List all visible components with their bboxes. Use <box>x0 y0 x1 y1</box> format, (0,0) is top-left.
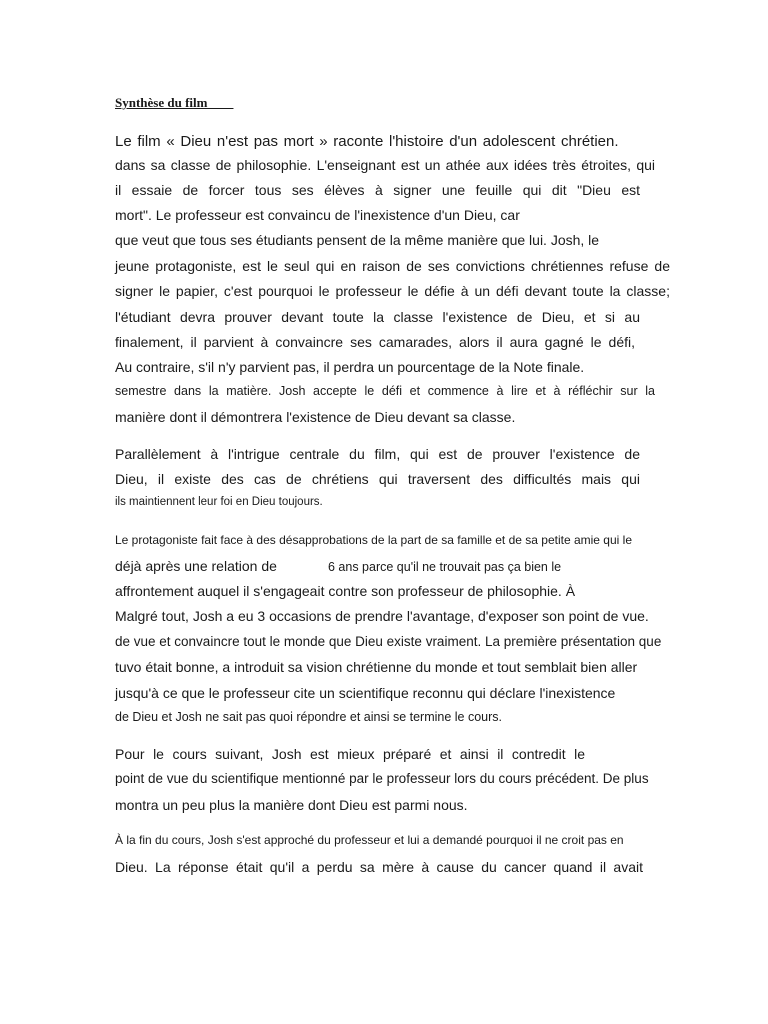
paragraph-line: finalement, il parvient à convaincre ses camarades, alors il aura gagné le défi, <box>115 334 635 350</box>
paragraph-line: Malgré tout, Josh a eu 3 occasions de prendre l'avantage, d'exposer son point de vue. <box>115 608 649 624</box>
paragraph-line: Dieu. La réponse était qu'il a perdu sa mère à cause du cancer quand il avait <box>115 859 643 875</box>
paragraph-line: mort". Le professeur est convaincu de l'inexistence d'un Dieu, car <box>115 207 520 223</box>
paragraph-line: semestre dans la matière. Josh accepte le défi et commence à lire et à réfléchir sur la <box>115 384 655 398</box>
paragraph-line: jeune protagoniste, est le seul qui en raison de ses convictions chrétiennes refuse de <box>115 258 670 274</box>
paragraph-line: affrontement auquel il s'engageait contre son professeur de philosophie. À <box>115 583 576 599</box>
paragraph-line: manière dont il démontrera l'existence de Dieu devant sa classe. <box>115 409 516 425</box>
document-title: Synthèse du film <box>115 95 234 110</box>
paragraph-line: de vue et convaincre tout le monde que Dieu existe vraiment. La première présentation que <box>115 634 662 649</box>
paragraph-line: montra un peu plus la manière dont Dieu est parmi nous. <box>115 797 468 813</box>
paragraph-line: Le film « Dieu n'est pas mort » raconte l'histoire d'un adolescent chrétien. <box>115 133 619 150</box>
paragraph-line: de Dieu et Josh ne sait pas quoi répondre et ainsi se termine le cours. <box>115 710 503 724</box>
paragraph-line: Parallèlement à l'intrigue centrale du film, qui est de prouver l'existence de <box>115 446 640 462</box>
paragraph-line: Le protagoniste fait face à des désapprobations de la part de sa famille et de sa petite amie qui le <box>115 533 632 547</box>
paragraph-line: 6 ans parce qu'il ne trouvait pas ça bien le <box>328 560 562 574</box>
paragraph-line: dans sa classe de philosophie. L'enseignant est un athée aux idées très étroites, qui <box>115 157 655 173</box>
paragraph-line: Dieu, il existe des cas de chrétiens qui traversent des difficultés mais qui <box>115 471 640 487</box>
paragraph-line: il essaie de forcer tous ses élèves à signer une feuille qui dit "Dieu est <box>115 182 640 198</box>
paragraph-line: tuvo était bonne, a introduit sa vision chrétienne du monde et tout semblait bien aller <box>115 659 638 675</box>
paragraph-line: l'étudiant devra prouver devant toute la classe l'existence de Dieu, et si au <box>115 309 640 325</box>
paragraph-line: Pour le cours suivant, Josh est mieux préparé et ainsi il contredit le <box>115 746 585 762</box>
paragraph-line: À la fin du cours, Josh s'est approché du professeur et lui a demandé pourquoi il ne croit pas en <box>115 833 624 847</box>
paragraph-line: que veut que tous ses étudiants pensent de la même manière que lui. Josh, le <box>115 232 600 248</box>
paragraph-line: ils maintiennent leur foi en Dieu toujours. <box>115 496 323 508</box>
paragraph-line: signer le papier, c'est pourquoi le professeur le défie à un défi devant toute la classe; <box>115 283 670 299</box>
paragraph-line: déjà après une relation de <box>115 558 277 574</box>
paragraph-line: Au contraire, s'il n'y parvient pas, il perdra un pourcentage de la Note finale. <box>115 359 585 375</box>
paragraph-line: jusqu'à ce que le professeur cite un scientifique reconnu qui déclare l'inexistence <box>115 685 616 701</box>
paragraph-line: point de vue du scientifique mentionné par le professeur lors du cours précédent. De plus <box>115 771 649 786</box>
